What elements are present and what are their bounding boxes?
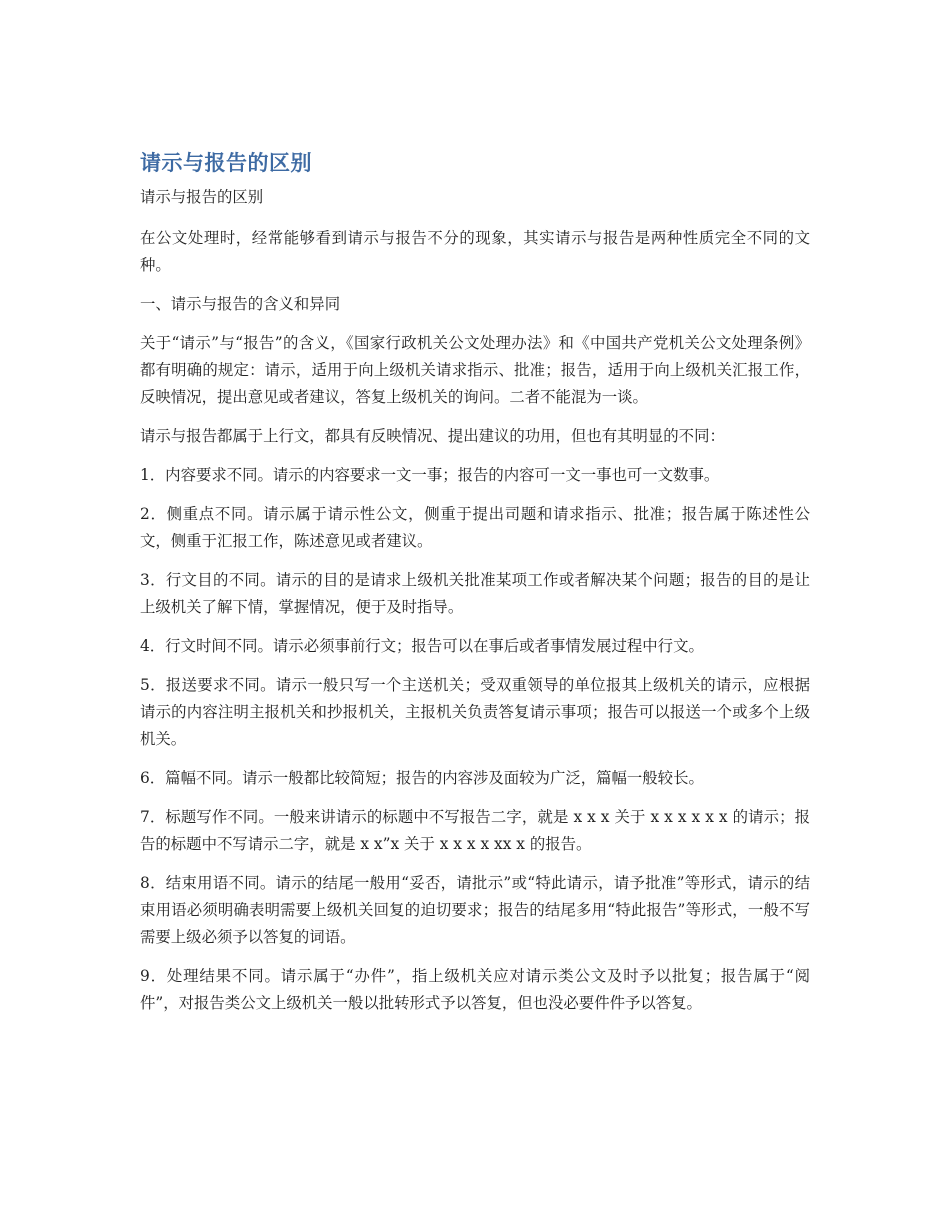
difference-item-6: 6．篇幅不同。请示一般都比较简短；报告的内容涉及面较为广泛，篇幅一般较长。: [140, 769, 704, 787]
document-body: [140, 148, 810, 1029]
difference-item-8: 8．结束用语不同。请示的结尾一般用“妥否，请批示”或“特此请示，请予批准”等形式，请示的结束用语必须明确表明需要上级机关回复的迫切要求；报告的结尾多用“特此报告”等形式，一般不写需要上级必须予以答复的词语。: [140, 874, 810, 946]
difference-item-9: 9．处理结果不同。请示属于“办件”，指上级机关应对请示类公文及时予以批复；报告属于“阅件”，对报告类公文上级机关一般以批转形式予以答复，但也没必要件件予以答复。: [140, 967, 810, 1012]
difference-item-4: 4．行文时间不同。请示必须事前行文；报告可以在事后或者事情发展过程中行文。: [140, 637, 704, 655]
section-heading: 一、请示与报告的含义和异同: [140, 295, 341, 313]
difference-item-5: 5．报送要求不同。请示一般只写一个主送机关；受双重领导的单位报其上级机关的请示，应根据请示的内容注明主报机关和抄报机关，主报机关负责答复请示事项；报告可以报送一个或多个上级机关。: [140, 676, 810, 748]
difference-item-7: 7．标题写作不同。一般来讲请示的标题中不写报告二字，就是 x x x 关于 x x x x x x 的请示；报告的标题中不写请示二字，就是 x x”x 关于 x x x x xx x 的报告。: [140, 808, 810, 853]
document-title: 请示与报告的区别: [140, 151, 312, 175]
difference-item-1: 1．内容要求不同。请示的内容要求一文一事；报告的内容可一文一事也可一文数事。: [140, 466, 720, 484]
difference-item-2: 2．侧重点不同。请示属于请示性公文，侧重于提出司题和请求指示、批准；报告属于陈述性公文，侧重于汇报工作，陈述意见或者建议。: [140, 505, 810, 550]
difference-item-3: 3．行文目的不同。请示的目的是请求上级机关批准某项工作或者解决某个问题；报告的目的是让上级机关了解下情，掌握情况，便于及时指导。: [140, 571, 810, 616]
intro-paragraph: 在公文处理时，经常能够看到请示与报告不分的现象，其实请示与报告是两种性质完全不同的文种。: [140, 229, 810, 274]
document-subtitle: 请示与报告的区别: [140, 188, 264, 206]
comparison-intro-paragraph: 请示与报告都属于上行文，都具有反映情况、提出建议的功用，但也有其明显的不同：: [140, 427, 725, 445]
definition-paragraph: 关于“请示”与“报告”的含义，《国家行政机关公文处理办法》和《中国共产党机关公文处理条例》都有明确的规定：请示，适用于向上级机关请求指示、批准；报告，适用于向上级机关汇报工作，反映情况，提出意见或者建议，答复上级机关的询问。二者不能混为一谈。: [140, 334, 810, 406]
